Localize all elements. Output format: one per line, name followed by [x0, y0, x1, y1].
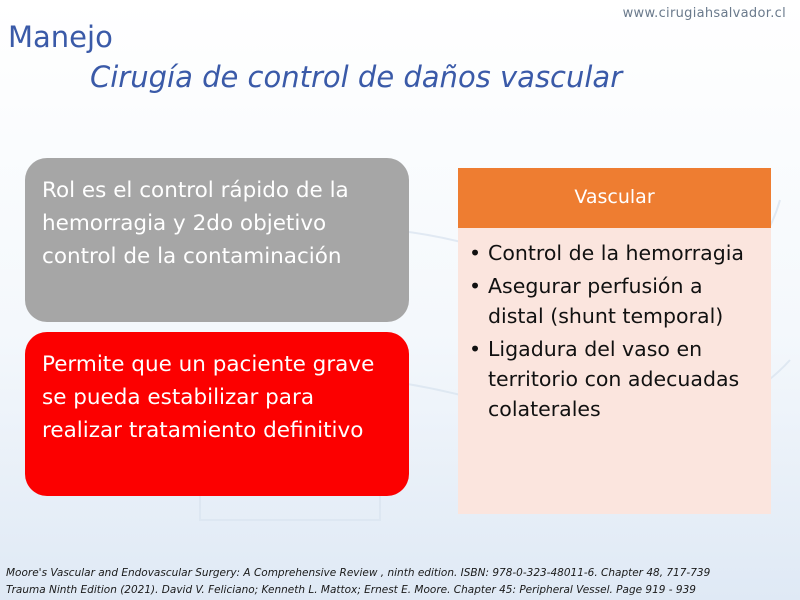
list-item — [469, 271, 761, 331]
site-url: www.cirugiahsalvador.cl — [622, 6, 786, 21]
page-title: Manejo — [8, 20, 113, 54]
reference-line-2: Trauma Ninth Edition (2021). David V. Feliciano; Kenneth L. Mattox; Ernest E. Moore. Chapter 45: Peripheral Vessel. Page 919 - 939 — [6, 584, 696, 596]
vascular-list — [458, 228, 771, 424]
page-subtitle: Cirugía de control de daños vascular — [90, 60, 623, 94]
list-item-text: Control de la hemorragia — [488, 241, 744, 265]
role-card-text: Rol es el control rápido de la hemorragia y 2do objetivo control de la contaminación — [42, 178, 349, 269]
vascular-panel — [458, 168, 771, 514]
list-item — [469, 334, 761, 424]
stabilize-card-text: Permite que un paciente grave se pueda estabilizar para realizar tratamiento definitivo — [42, 352, 375, 443]
bullet-icon: • — [469, 241, 482, 265]
bullet-icon: • — [469, 274, 482, 298]
vascular-header: Vascular — [458, 168, 771, 228]
list-item-text: Asegurar perfusión a distal (shunt temporal) — [488, 274, 724, 328]
references — [6, 565, 710, 599]
list-item — [469, 238, 761, 268]
stabilize-card — [25, 332, 409, 496]
role-card — [25, 158, 409, 322]
list-item-text: Ligadura del vaso en territorio con adecuadas colaterales — [488, 337, 740, 421]
reference-line-1: Moore's Vascular and Endovascular Surgery: A Comprehensive Review , ninth edition. ISBN: 978-0-323-48011-6. Chapter 48, 717-739 — [6, 567, 711, 579]
bullet-icon: • — [469, 337, 482, 361]
